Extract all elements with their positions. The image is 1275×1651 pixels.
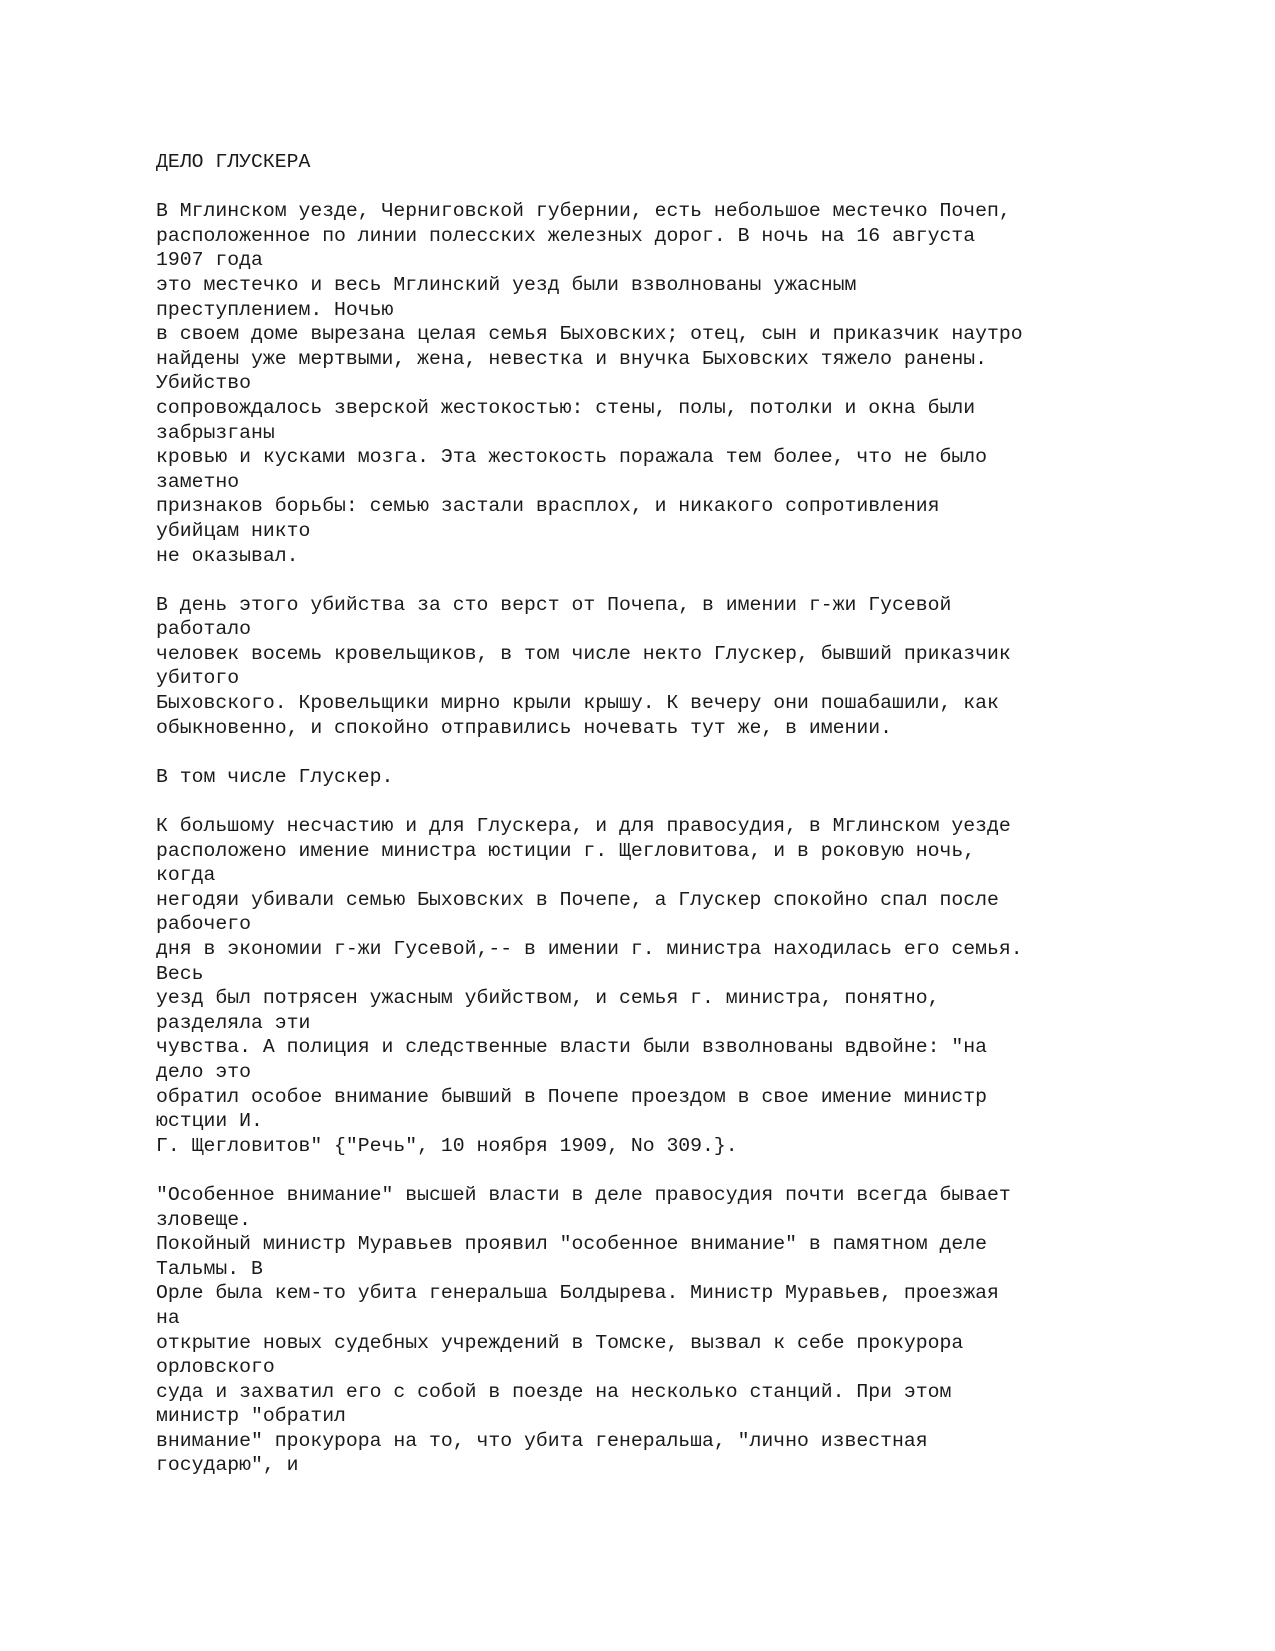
text-line: человек восемь кровельщиков, в том числе некто Глускер, бывший приказчик [156, 642, 1011, 665]
text-line: Тальмы. В [156, 1257, 263, 1280]
text-line: обратил особое внимание бывший в Почепе проездом в свое имение министр [156, 1085, 987, 1108]
text-line: государю", и [156, 1454, 299, 1477]
text-line: В том числе Глускер. [156, 765, 394, 788]
text-line: суда и захватил его с собой в поезде на несколько станций. При этом [156, 1380, 952, 1403]
text-line: дело это [156, 1060, 251, 1083]
text-line: не оказывал. [156, 544, 299, 567]
text-line: министр "обратил [156, 1405, 346, 1428]
document-title: ДЕЛО ГЛУСКЕРА [156, 151, 311, 173]
document-text [156, 150, 1236, 1478]
text-line: расположенное по линии полесских железных дорог. В ночь на 16 августа [156, 224, 976, 247]
text-line: забрызганы [156, 421, 275, 444]
text-line: уезд был потрясен ужасным убийством, и семья г. министра, понятно, [156, 987, 940, 1010]
text-line: Весь [156, 962, 204, 985]
text-line: сопровождалось зверской жестокостью: стены, полы, потолки и окна были [156, 396, 976, 419]
text-line: юстции И. [156, 1110, 263, 1133]
text-line [156, 1158, 1236, 1183]
text-line: чувства. А полиция и следственные власти были взволнованы вдвойне: "на [156, 1036, 987, 1059]
text-line: на [156, 1306, 180, 1329]
text-line: это местечко и весь Мглинский уезд были взволнованы ужасным [156, 273, 857, 296]
text-line: убийцам никто [156, 519, 311, 542]
text-line: К большому несчастию и для Глускера, и для правосудия, в Мглинском уезде [156, 815, 1011, 838]
text-line [156, 175, 1236, 200]
text-line: кровью и кусками мозга. Эта жестокость поражала тем более, что не было [156, 446, 987, 469]
text-line: дня в экономии г-жи Гусевой,-- в имении г. министра находилась его семья. [156, 938, 1023, 960]
text-line [156, 568, 1236, 593]
text-line: рабочего [156, 913, 251, 936]
text-line: преступлением. Ночью [156, 298, 394, 321]
text-line: негодяи убивали семью Быховских в Почепе, а Глускер спокойно спал после [156, 888, 999, 911]
text-line: разделяла эти [156, 1011, 311, 1034]
text-line: "Особенное внимание" высшей власти в деле правосудия почти всегда бывает [156, 1183, 1011, 1206]
text-line: признаков борьбы: семью застали врасплох, и никакого сопротивления [156, 495, 940, 518]
text-line: зловеще. [156, 1208, 251, 1231]
text-line: 1907 года [156, 249, 263, 272]
text-line: Быховского. Кровельщики мирно крыли крышу. К вечеру они пошабашили, как [156, 692, 999, 715]
text-line: заметно [156, 470, 240, 493]
text-line: работало [156, 618, 251, 641]
text-line: убитого [156, 667, 240, 690]
text-line [156, 740, 1236, 765]
text-line: в своем доме вырезана целая семья Быховских; отец, сын и приказчик наутро [156, 323, 1023, 346]
text-line: внимание" прокурора на то, что убита генеральша, "лично известная [156, 1429, 928, 1452]
text-line: найдены уже мертвыми, жена, невестка и внучка Быховских тяжело ранены. [156, 347, 987, 370]
text-line: Покойный министр Муравьев проявил "особенное внимание" в памятном деле [156, 1233, 987, 1256]
text-line: В день этого убийства за сто верст от Почепа, в имении г-жи Гусевой [156, 593, 952, 616]
text-line [156, 789, 1236, 814]
text-line: Убийство [156, 372, 251, 395]
text-line: открытие новых судебных учреждений в Томске, вызвал к себе прокурора [156, 1331, 964, 1354]
text-line: Орле была кем-то убита генеральша Болдырева. Министр Муравьев, проезжая [156, 1282, 999, 1305]
text-line: Г. Щегловитов" {"Речь", 10 ноября 1909, No 309.}. [156, 1134, 738, 1157]
text-line: обыкновенно, и спокойно отправились ночевать тут же, в имении. [156, 716, 892, 739]
text-line: когда [156, 864, 216, 887]
text-line: орловского [156, 1356, 275, 1379]
text-line: расположено имение министра юстиции г. Щегловитова, и в роковую ночь, [156, 839, 976, 862]
text-line: В Мглинском уезде, Черниговской губернии, есть небольшое местечко Почеп, [156, 200, 1011, 223]
